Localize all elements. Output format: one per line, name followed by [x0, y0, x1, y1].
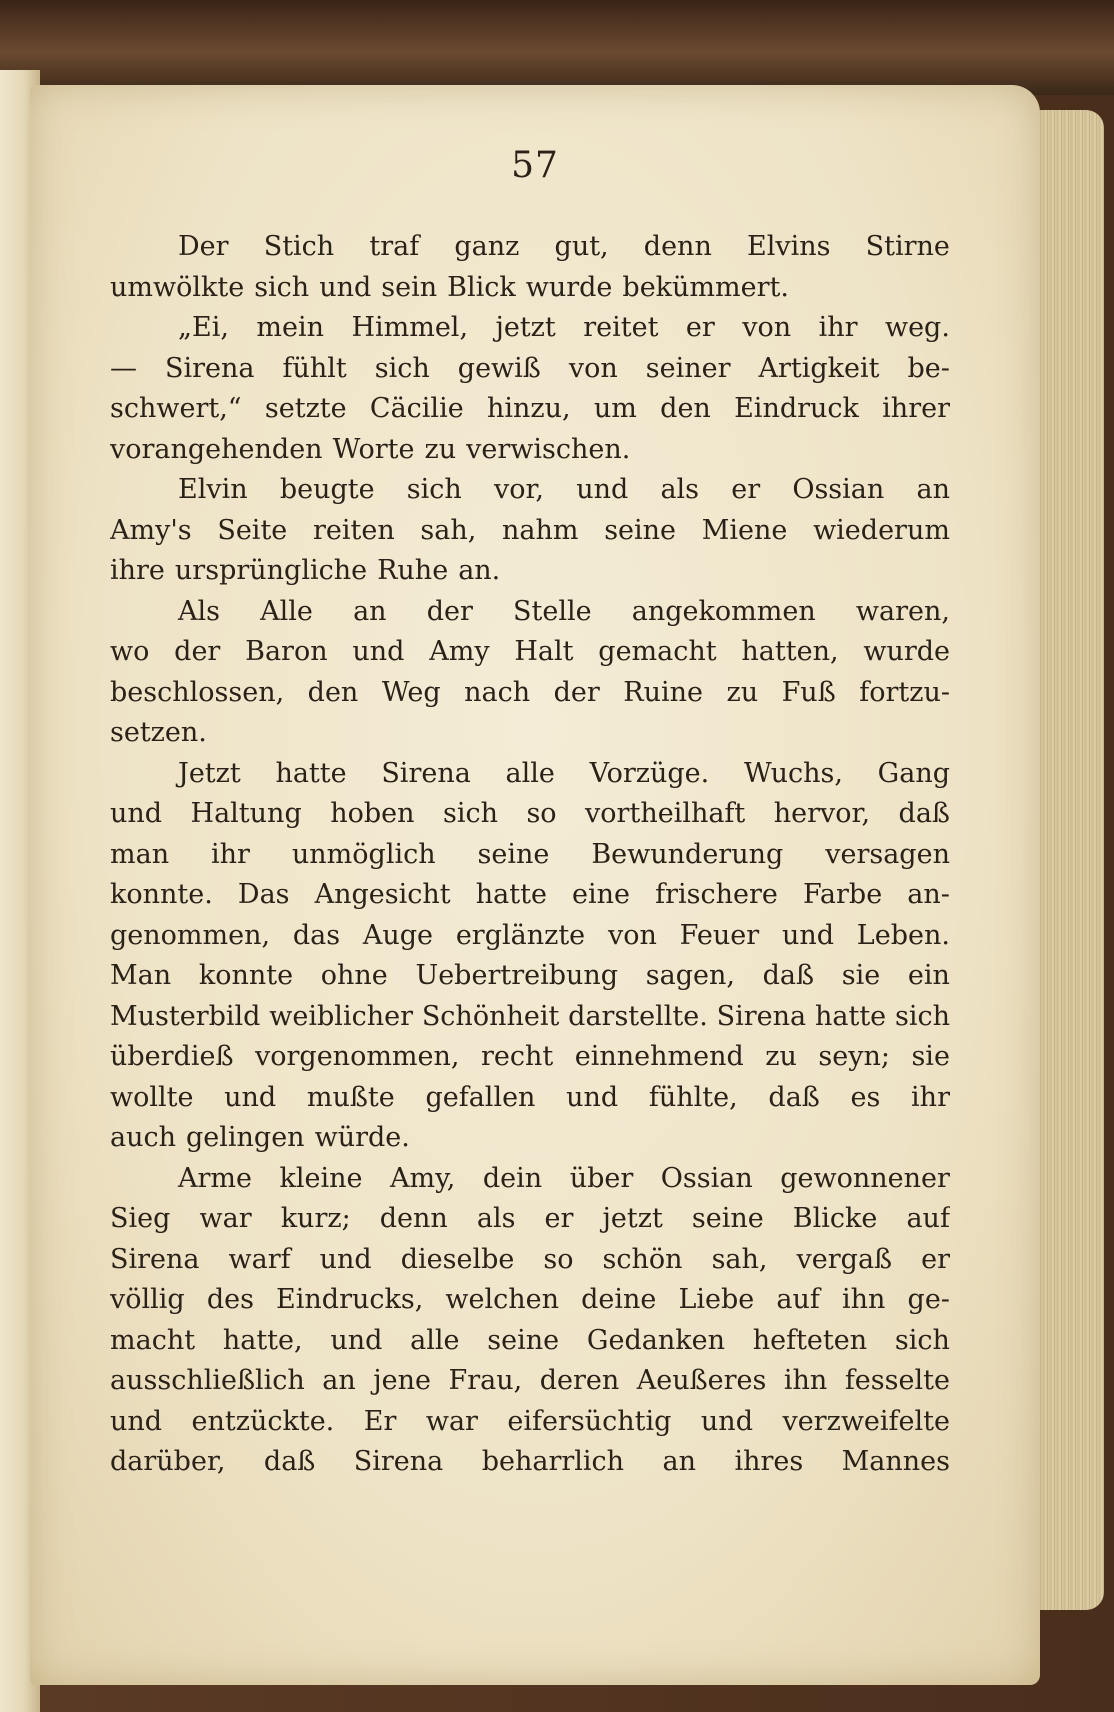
text-line: und entzückte. Er war eifersüchtig und verzweifelte: [110, 1405, 950, 1437]
text-line: setzen.: [110, 717, 207, 748]
text-line: Man konnte ohne Uebertreibung sagen, daß sie ein: [110, 960, 950, 991]
text-line: „Ei, mein Himmel, jetzt reitet er von ihr weg.: [178, 312, 950, 343]
text-line: wollte und mußte gefallen und fühlte, daß es ihr: [110, 1081, 950, 1113]
text-line: Musterbild weiblicher Schönheit darstellte. Sirena hatte sich: [110, 1000, 950, 1032]
text-line: und Haltung hoben sich so vortheilhaft hervor, daß: [110, 798, 950, 829]
text-line: Jetzt hatte Sirena alle Vorzüge. Wuchs, Gang: [178, 757, 950, 789]
page-number: 57: [511, 145, 559, 186]
text-line: ausschließlich an jene Frau, deren Aeußeres ihn fesselte: [110, 1365, 950, 1396]
text-line: genommen, das Auge erglänzte von Feuer und Leben.: [110, 919, 950, 951]
text-line: schwert,“ setzte Cäcilie hinzu, um den Eindruck ihrer: [110, 393, 950, 424]
book-cover-top: [0, 0, 1114, 95]
page-edges: [1034, 110, 1104, 1610]
text-line: beschlossen, den Weg nach der Ruine zu Fuß fortzu-: [110, 676, 950, 708]
text-line: Arme kleine Amy, dein über Ossian gewonnener: [178, 1162, 950, 1194]
text-line: wo der Baron und Amy Halt gemacht hatten, wurde: [110, 636, 950, 667]
text-line: ihre ursprüngliche Ruhe an.: [110, 555, 501, 586]
text-line: Amy's Seite reiten sah, nahm seine Miene wiederum: [110, 514, 950, 546]
text-line: darüber, daß Sirena beharrlich an ihres Mannes: [110, 1446, 950, 1477]
text-line: umwölkte sich und sein Blick wurde bekümmert.: [110, 271, 789, 303]
text-line: man ihr unmöglich seine Bewunderung versagen: [110, 838, 950, 870]
text-line: — Sirena fühlt sich gewiß von seiner Artigkeit be-: [110, 352, 950, 384]
text-line: vorangehenden Worte zu verwischen.: [110, 433, 631, 465]
text-line: Als Alle an der Stelle angekommen waren,: [178, 595, 950, 627]
text-line: völlig des Eindrucks, welchen deine Liebe auf ihn ge-: [110, 1284, 950, 1315]
book-page: [30, 85, 1040, 1685]
body-text: [110, 227, 950, 1483]
text-line: Sieg war kurz; denn als er jetzt seine Blicke auf: [110, 1203, 950, 1234]
text-line: auch gelingen würde.: [110, 1122, 410, 1153]
text-line: konnte. Das Angesicht hatte eine frischere Farbe an-: [110, 879, 950, 910]
text-line: Elvin beugte sich vor, und als er Ossian an: [178, 474, 950, 505]
text-line: Sirena warf und dieselbe so schön sah, vergaß er: [110, 1243, 950, 1275]
text-line: macht hatte, und alle seine Gedanken hefteten sich: [110, 1324, 950, 1356]
text-line: überdieß vorgenommen, recht einnehmend zu seyn; sie: [110, 1041, 950, 1072]
text-line: Der Stich traf ganz gut, denn Elvins Stirne: [178, 231, 950, 262]
